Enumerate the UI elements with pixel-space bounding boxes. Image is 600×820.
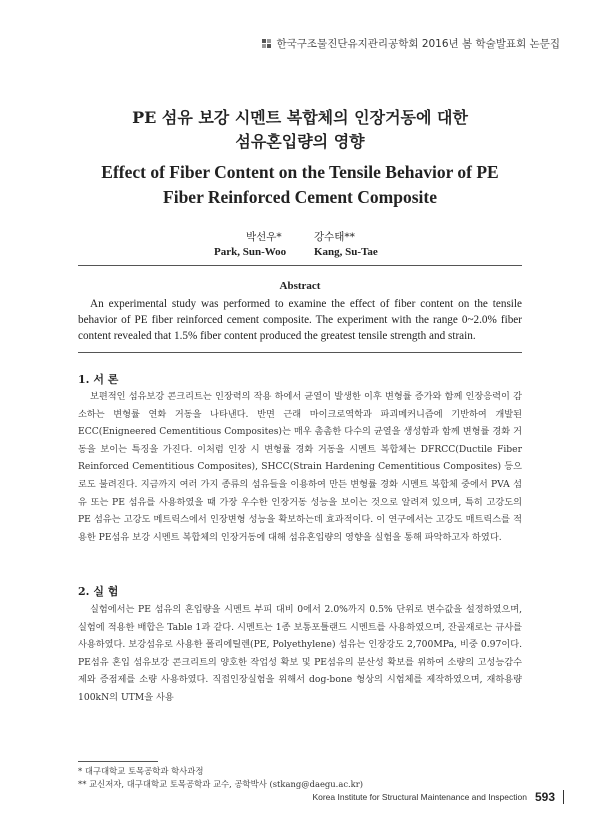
footer-organization: Korea Institute for Structural Maintenance and Inspection xyxy=(312,792,527,802)
page-number: 593 xyxy=(534,790,555,804)
footnote-divider xyxy=(78,761,158,762)
footnotes xyxy=(78,765,522,791)
conference-logo-icon xyxy=(262,39,272,49)
title-divider xyxy=(78,265,522,266)
section-1-body: 보편적인 섬유보강 콘크리트는 인장력의 작용 하에서 균열이 발생한 이후 변형률 증가와 함께 인장응력이 감소하는 변형률 연화 거동을 나타낸다. 반면 근래 마이크로역학과 파괴메커니즘에 기반하여 개발된 ECC(Enigneered Cementitious Composites)는 매우 촘촘한 다수의 균열을 생성함과 함께 변형률 경화 거동을 보이는 특징을 가진다. 이처럼 인장 시 변형률 경화 거동을 시멘트 복합체는 DFRCC(Ductile Fiber Reinforced Cementitious Composites), SHCC(Strain Hardening Cementitious Composites) 등으로도 불려진다. 지금까지 여러 가지 종류의 섬유들을 이용하여 만든 변형률 경화 시멘트 복합체 중에서 PVA 섬유 또는 PE 섬유를 사용하였을 때 가장 우수한 인장거동 성능을 보이는 것으로 알려져 있으며, 특히 고강도의 PE 섬유는 고강도 메트릭스에서 인장변형 성능을 확보하는데 효과적이다. 이 연구에서는 고강도 매트릭스를 적용한 PE섬유 보강 시멘트 복합체의 인장거동에 대해 섬유혼입량의 영향을 실험을 통해 파악하고자 하였다. xyxy=(78,391,522,543)
abstract-divider xyxy=(78,352,522,353)
footer-divider-bar xyxy=(563,790,564,804)
abstract-text: An experimental study was performed to examine the effect of fiber content on the tensile behavior of PE fiber reinforced cement composite. The experiment with the range 0~2.0% fiber content revealed that 1.5% fiber content produced the greatest tensile strength and strain. xyxy=(78,298,522,342)
english-title-line-2: Fiber Reinforced Cement Composite xyxy=(163,187,437,207)
author-1-english: Park, Sun-Woo xyxy=(214,246,287,258)
page-footer xyxy=(312,790,564,804)
english-title xyxy=(0,160,600,210)
english-title-line-1: Effect of Fiber Content on the Tensile Behavior of PE xyxy=(101,162,499,182)
conference-header xyxy=(262,36,560,51)
author-2-korean: 강수태** xyxy=(314,231,355,243)
korean-title xyxy=(0,106,600,154)
conference-name: 한국구조물진단유지관리공학회 2016년 봄 학술발표회 논문집 xyxy=(276,38,560,50)
korean-title-line-2: 섬유혼입량의 영향 xyxy=(235,132,365,151)
korean-title-line-1: PE 섬유 보강 시멘트 복합체의 인장거동에 대한 xyxy=(132,108,468,127)
footnote-2: ** 교신저자, 대구대학교 토목공학과 교수, 공학박사 (stkang@daegu.ac.kr) xyxy=(78,779,364,789)
author-1-korean: 박선우* xyxy=(246,231,282,243)
author-2-english: Kang, Su-Tae xyxy=(314,246,378,258)
section-1-heading: 1. 서 론 xyxy=(78,373,119,386)
section-2-heading: 2. 실 험 xyxy=(78,585,119,598)
section-2-body: 실험에서는 PE 섬유의 혼입량을 시멘트 부피 대비 0에서 2.0%까지 0.5% 단위로 변수값을 설정하였으며, 실험에 적용한 배합은 Table 1과 같다. 시멘트는 1종 보통포틀랜드 시멘트를 사용하였으며, 잔골재로는 규사를 사용하였다. 보강섬유로 사용한 폴리에틸렌(PE, Polyethylene) 섬유는 인장강도 2,700MPa, 비중 0.97이다. PE섬유 혼입 섬유보강 콘크리트의 양호한 작업성 확보 및 PE섬유의 분산성 확보를 위하여 소량의 고성능감수제와 증점제를 소량 사용하였다. 직접인장실험을 위해서 dog-bone 형상의 시험체를 제작하였으며, 재하용량 100kN의 UTM을 사용 xyxy=(78,604,522,703)
abstract-heading: Abstract xyxy=(279,280,321,292)
footnote-1: * 대구대학교 토목공학과 학사과정 xyxy=(78,766,204,776)
